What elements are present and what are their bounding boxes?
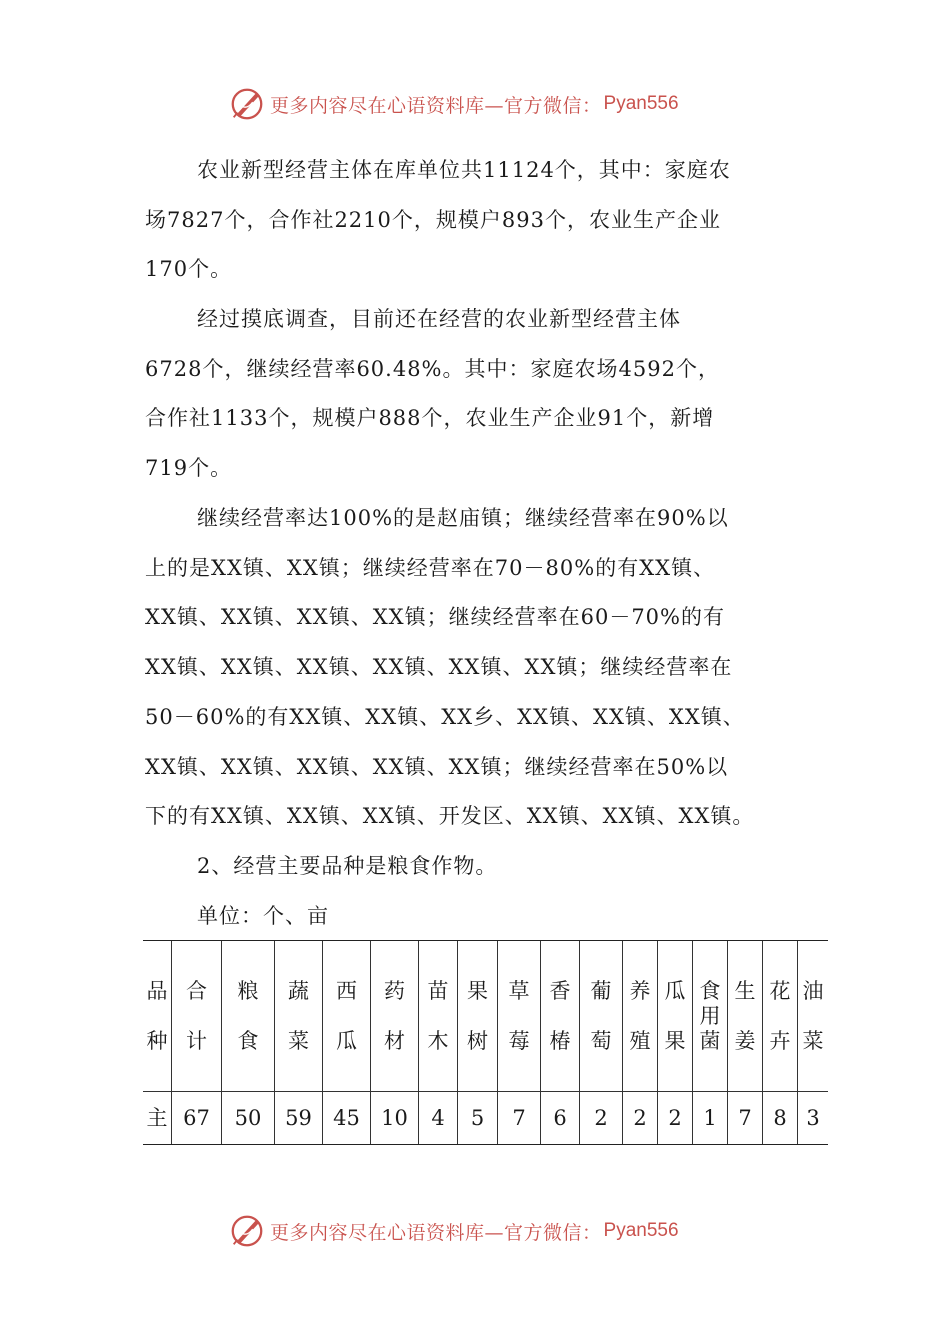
table-cell: 2	[658, 1092, 693, 1145]
table-cell: 4	[419, 1092, 458, 1145]
table-header-cell: 合计	[172, 941, 222, 1092]
paragraph-1	[145, 146, 810, 295]
table-header-cell: 生姜	[728, 941, 763, 1092]
table-header-cell: 瓜果	[658, 941, 693, 1092]
table-cell: 45	[323, 1092, 371, 1145]
quill-pen-logo-icon	[228, 1212, 266, 1250]
table-header-cell: 蔬菜	[275, 941, 323, 1092]
table-cell: 主	[143, 1092, 172, 1145]
table-cell: 5	[458, 1092, 498, 1145]
table-cell: 3	[798, 1092, 829, 1145]
table-cell: 6	[541, 1092, 580, 1145]
paragraph-2	[145, 295, 810, 494]
table-cell: 10	[371, 1092, 419, 1145]
table-cell: 7	[498, 1092, 541, 1145]
banner-text: 更多内容尽在心语资料库—官方微信：	[270, 1221, 602, 1244]
table-header-cell: 粮食	[222, 941, 275, 1092]
footer-banner	[228, 1211, 679, 1251]
text-line: 719个。	[145, 456, 233, 481]
table-cell: 50	[222, 1092, 275, 1145]
table-header-row	[143, 941, 828, 1092]
table-header-cell: 花卉	[763, 941, 798, 1092]
paragraph-3	[145, 494, 810, 842]
text-line: XX镇、XX镇、XX镇、XX镇、XX镇；继续经营率在50%以	[145, 754, 729, 779]
table-header-cell: 果树	[458, 941, 498, 1092]
table-header-cell: 香椿	[541, 941, 580, 1092]
text-line: 50－60%的有XX镇、XX镇、XX乡、XX镇、XX镇、XX镇、	[145, 704, 745, 729]
table-cell: 2	[623, 1092, 658, 1145]
unit-label	[145, 892, 810, 942]
table-header-cell: 西瓜	[323, 941, 371, 1092]
table-header-cell: 药材	[371, 941, 419, 1092]
table-header-cell: 葡萄	[580, 941, 623, 1092]
table-row	[143, 1092, 828, 1145]
table-header-cell: 苗木	[419, 941, 458, 1092]
text-line: XX镇、XX镇、XX镇、XX镇；继续经营率在60－70%的有	[145, 605, 725, 630]
text-line: 170个。	[145, 257, 233, 282]
quill-pen-logo-icon	[228, 85, 266, 123]
table-header-cell: 养殖	[623, 941, 658, 1092]
text-line: 经过摸底调查，目前还在经营的农业新型经营主体	[197, 307, 681, 331]
text-line: XX镇、XX镇、XX镇、XX镇、XX镇、XX镇；继续经营率在	[145, 655, 733, 680]
text-line: 下的有XX镇、XX镇、XX镇、开发区、XX镇、XX镇、XX镇。	[145, 804, 755, 829]
text-line: 合作社1133个，规模户888个，农业生产企业91个，新增	[145, 406, 715, 431]
banner-text: 更多内容尽在心语资料库—官方微信：	[270, 94, 602, 117]
banner-wechat-id: Pyan556	[603, 1220, 679, 1241]
table-cell: 59	[275, 1092, 323, 1145]
text-line: 上的是XX镇、XX镇；继续经营率在70－80%的有XX镇、	[145, 555, 716, 580]
table-header-cell: 草莓	[498, 941, 541, 1092]
text-line: 继续经营率达100%的是赵庙镇；继续经营率在90%以	[197, 506, 729, 530]
table-cell: 2	[580, 1092, 623, 1145]
text-line: 农业新型经营主体在库单位共11124个，其中：家庭农	[197, 158, 731, 182]
text-line: 2、经营主要品种是粮食作物。	[197, 854, 498, 878]
text-line: 场7827个，合作社2210个，规模户893个，农业生产企业	[145, 207, 721, 232]
table-cell: 1	[693, 1092, 728, 1145]
banner-wechat-id: Pyan556	[603, 93, 679, 114]
table-cell: 7	[728, 1092, 763, 1145]
section-heading	[145, 842, 810, 892]
text-line: 6728个，继续经营率60.48%。其中：家庭农场4592个，	[145, 356, 720, 381]
table-header-cell: 品种	[143, 941, 172, 1092]
crop-variety-table	[143, 940, 828, 1145]
table-cell: 67	[172, 1092, 222, 1145]
table-header-cell: 食用菌	[693, 941, 728, 1092]
table-cell: 8	[763, 1092, 798, 1145]
table-header-cell: 油菜	[798, 941, 829, 1092]
header-banner	[228, 84, 679, 124]
text-line: 单位：个、亩	[197, 904, 329, 928]
